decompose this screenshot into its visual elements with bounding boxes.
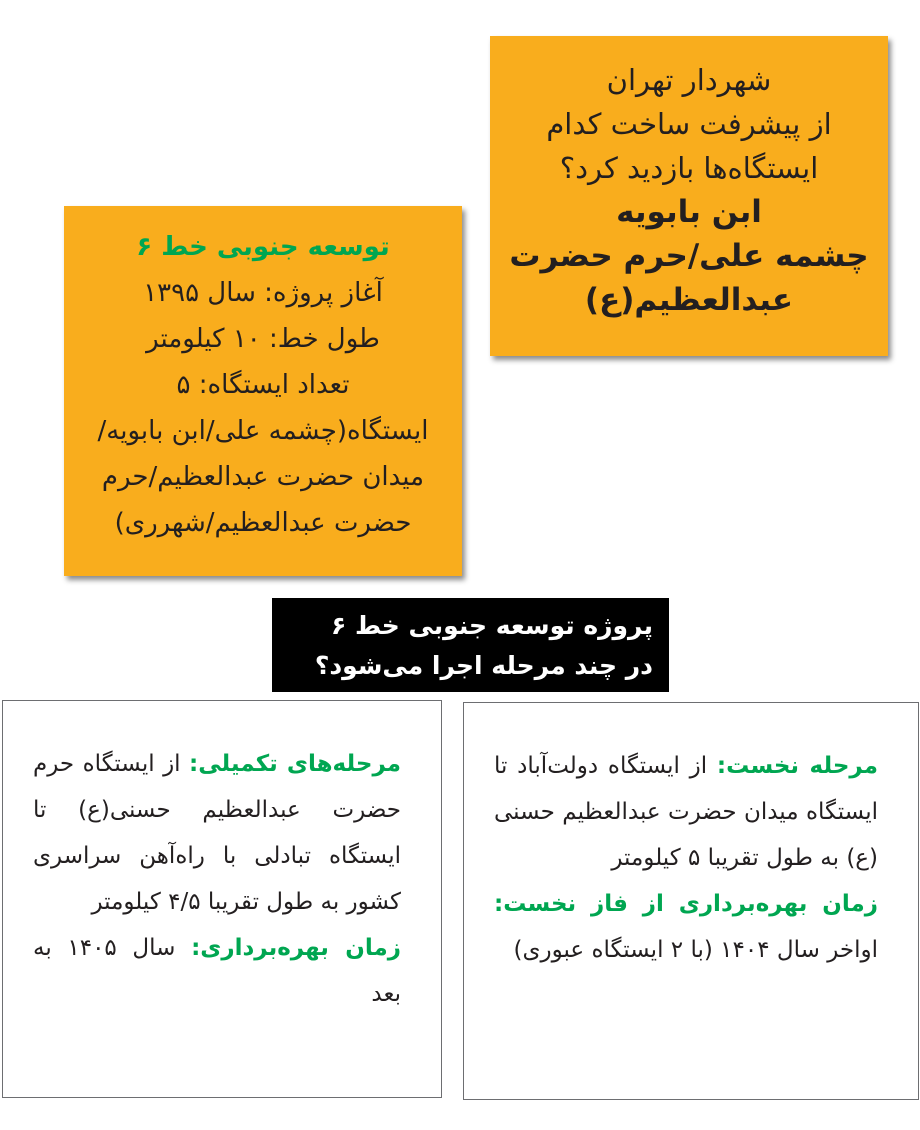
- info-title: توسعه جنوبی خط ۶: [136, 232, 390, 262]
- question-line-3: ایستگاه‌ها بازدید کرد؟: [559, 151, 819, 185]
- info-start: آغاز پروژه: سال ۱۳۹۵: [143, 278, 383, 308]
- question-banner: [272, 598, 669, 692]
- phase-1-time-text: اواخر سال ۱۴۰۴ (با ۲ ایستگاه عبوری): [513, 937, 878, 963]
- answer-line-2: چشمه علی/حرم حضرت: [509, 238, 869, 274]
- phase-2-box: [2, 700, 442, 1098]
- phase-1-time: [494, 881, 878, 973]
- phase-1-heading: مرحله نخست:: [716, 753, 878, 779]
- question-line-2: از پیشرفت ساخت کدام: [546, 107, 832, 141]
- phase-2-time: [33, 925, 401, 1017]
- phase-2-time-heading: زمان بهره‌برداری:: [191, 935, 401, 961]
- question-card: [490, 36, 888, 356]
- info-length: طول خط: ۱۰ کیلومتر: [146, 324, 380, 354]
- phase-2-heading: مرحله‌های تکمیلی:: [189, 751, 402, 777]
- phase-2-text: از ایستگاه حرم حضرت عبدالعظیم حسنی(ع) تا ایستگاه تبادلی با راه‌آهن سراسری کشور به طول تقریبا ۴/۵ کیلومتر: [33, 751, 401, 915]
- phase-1-time-heading: زمان بهره‌برداری از فاز نخست:: [494, 891, 878, 917]
- info-count: تعداد ایستگاه: ۵: [176, 370, 350, 400]
- phase-1-box: [463, 702, 919, 1100]
- banner-line-1: پروژه توسعه جنوبی خط ۶: [331, 611, 653, 640]
- answer-line-3: عبدالعظیم(ع): [584, 282, 794, 318]
- info-card: [64, 206, 462, 576]
- phase-1-text: از ایستگاه دولت‌آباد تا ایستگاه میدان حضرت عبدالعظیم حسنی (ع) به طول تقریبا ۵ کیلومتر: [494, 753, 878, 871]
- phase-2-description: [33, 741, 401, 925]
- phase-2-time-text: سال ۱۴۰۵ به بعد: [33, 935, 401, 1007]
- banner-line-2: در چند مرحله اجرا می‌شود؟: [314, 651, 653, 680]
- question-line-1: شهردار تهران: [606, 63, 772, 97]
- info-stations-3: حضرت عبدالعظیم/شهرری): [114, 508, 412, 538]
- info-stations-2: میدان حضرت عبدالعظیم/حرم: [101, 462, 425, 492]
- answer-line-1: ابن بابویه: [616, 194, 762, 230]
- phase-1-description: [494, 743, 878, 881]
- info-stations-1: ایستگاه(چشمه علی/ابن بابویه/: [97, 416, 429, 446]
